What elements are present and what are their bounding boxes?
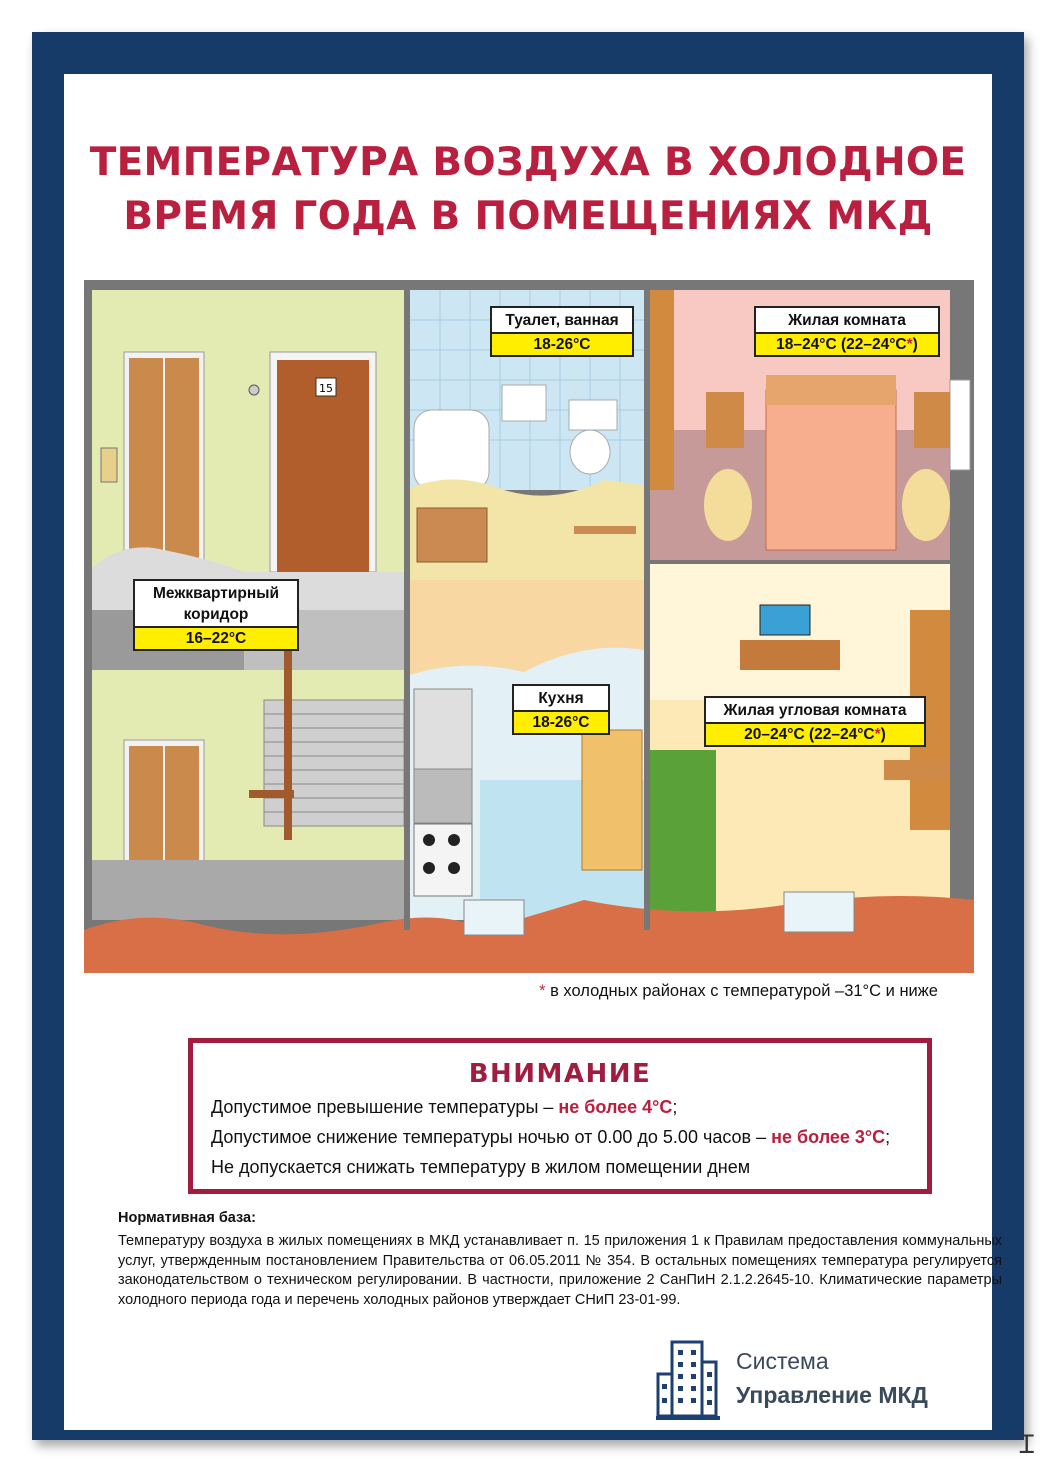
warning-line-1 <box>211 1097 677 1118</box>
label-corner-room <box>704 696 926 747</box>
warning-line-1-bold: не более 4°С <box>558 1097 673 1117</box>
corner-name: Жилая угловая комната <box>723 702 907 719</box>
warning-line-2 <box>211 1127 890 1148</box>
warning-line-2-end: ; <box>885 1127 891 1147</box>
label-corridor <box>133 579 299 651</box>
normative-title: Нормативная база: <box>118 1210 256 1226</box>
warning-box <box>188 1038 932 1194</box>
logo <box>656 1338 976 1428</box>
living-asterisk: * <box>906 336 913 353</box>
living-close: ) <box>912 336 918 353</box>
door-number: 15 <box>319 382 333 395</box>
poster-frame <box>32 32 1024 1440</box>
logo-line-2: Управление МКД <box>736 1382 928 1408</box>
building-icon <box>656 1338 720 1422</box>
warning-line-1-end: ; <box>672 1097 678 1117</box>
label-kitchen <box>512 684 610 735</box>
warning-line-1-text: Допустимое превышение температуры – <box>211 1097 559 1117</box>
living-name: Жилая комната <box>788 312 906 329</box>
logo-line-1: Система <box>736 1348 829 1374</box>
poster-title <box>64 136 992 244</box>
living-temp: 18–24°C (22–24°C <box>776 336 907 353</box>
corridor-name-2: коридор <box>183 606 249 623</box>
warning-title: ВНИМАНИЕ <box>468 1059 652 1089</box>
footnote-text: в холодных районах с температурой –31°C и ниже <box>545 982 938 1000</box>
corner-asterisk: * <box>874 726 881 743</box>
warning-line-3: Не допускается снижать температуру в жилом помещении днем <box>211 1157 751 1177</box>
corner-temp-row <box>706 722 924 745</box>
warning-line-2-text: Допустимое снижение температуры ночью от 0.00 до 5.00 часов – <box>211 1127 772 1147</box>
corner-temp: 20–24°C (22–24°C <box>744 726 875 743</box>
toilet-name: Туалет, ванная <box>505 312 619 329</box>
corner-close: ) <box>880 726 886 743</box>
living-temp-row <box>756 332 938 355</box>
warning-line-2-bold: не более 3°С <box>771 1127 886 1147</box>
kitchen-temp: 18-26°C <box>514 710 608 733</box>
footnote <box>539 982 938 1001</box>
toilet-temp: 18-26°C <box>492 332 632 355</box>
label-toilet <box>490 306 634 357</box>
text-cursor-icon: Ɪ <box>1019 1430 1034 1460</box>
footnote-asterisk: * <box>539 982 546 1000</box>
corridor-temp: 16–22°C <box>135 626 297 649</box>
corridor-name-1: Межквартирный <box>153 585 279 602</box>
label-living-room <box>754 306 940 357</box>
title-line-2: ВРЕМЯ ГОДА В ПОМЕЩЕНИЯХ МКД <box>123 194 933 239</box>
kitchen-name: Кухня <box>538 690 584 707</box>
normative-text: Температуру воздуха в жилых помещениях в МКД устанавливает п. 15 приложения 1 к Правилам предоставления коммунальных услуг, утвержденным постановлением Правительства от 06.05.2011 № 354. В остальных помещениях температура регулируется законодательством о техническом регулировании. В частности, приложение 2 СанПиН 2.1.2.2645-10. Климатические параметры холодного периода года и перечень холодных районов утверждает СНиП 23-01-99. <box>118 1233 1002 1308</box>
poster-sheet <box>64 74 1002 1430</box>
title-line-1: ТЕМПЕРАТУРА ВОЗДУХА В ХОЛОДНОЕ <box>89 140 967 185</box>
